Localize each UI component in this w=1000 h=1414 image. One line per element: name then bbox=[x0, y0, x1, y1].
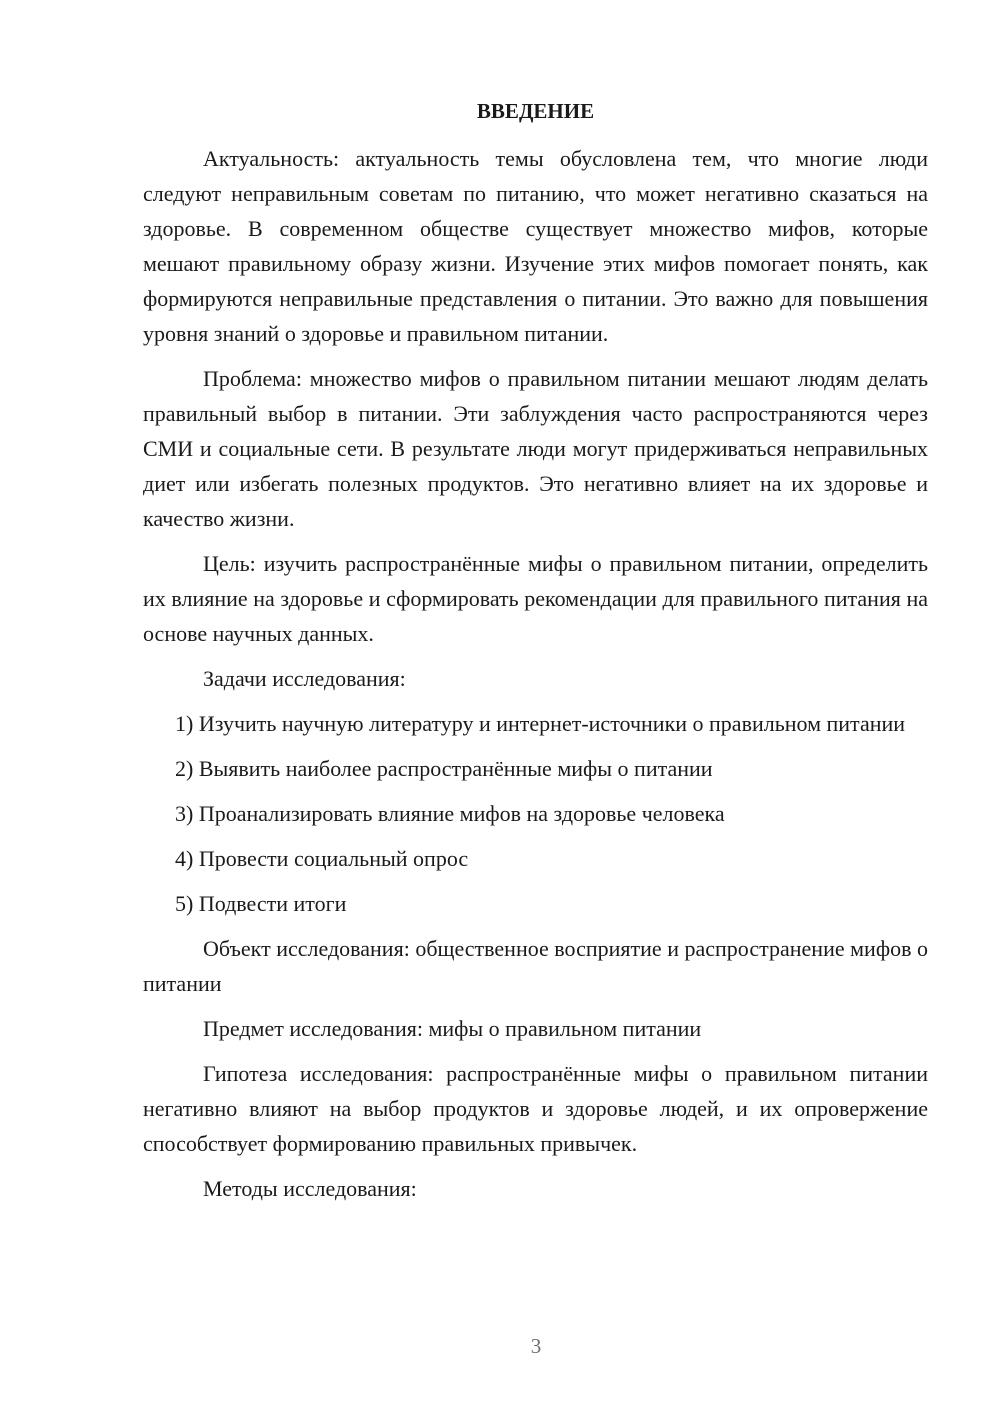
task-item-3: 3) Проанализировать влияние мифов на здоровье человека bbox=[175, 801, 725, 826]
page-number: 3 bbox=[530, 1334, 542, 1358]
task-item-5: 5) Подвести итоги bbox=[175, 891, 347, 916]
goal-paragraph: Цель: изучить распространённые мифы о правильном питании, определить их влияние на здоровье и сформировать рекомендации для правильного питания на основе научных данных. bbox=[143, 551, 928, 646]
task-item-1: 1) Изучить научную литературу и интернет-источники о правильном питании bbox=[175, 711, 906, 736]
subject-paragraph: Предмет исследования: мифы о правильном питании bbox=[203, 1016, 702, 1041]
tasks-heading: Задачи исследования: bbox=[203, 666, 406, 691]
problem-paragraph: Проблема: множество мифов о правильном питании мешают людям делать правильный выбор в питании. Эти заблуждения часто распространяются через СМИ и социальные сети. В результате люди могут придерживаться неправильных диет или избегать полезных продуктов. Это негативно влияет на их здоровье и качество жизни. bbox=[143, 366, 928, 531]
object-paragraph: Объект исследования: общественное восприятие и распространение мифов о питании bbox=[143, 936, 928, 996]
hypothesis-paragraph: Гипотеза исследования: распространённые мифы о правильном питании негативно влияют на выбор продуктов и здоровье людей, и их опровержение способствует формированию правильных привычек. bbox=[143, 1061, 928, 1156]
task-item-4: 4) Провести социальный опрос bbox=[175, 846, 469, 871]
page-content bbox=[143, 96, 928, 1216]
task-item-2: 2) Выявить наиболее распространённые мифы о питании bbox=[175, 756, 713, 781]
relevance-paragraph: Актуальность: актуальность темы обусловлена тем, что многие люди следуют неправильным советам по питанию, что может негативно сказаться на здоровье. В современном обществе существует множество мифов, которые мешают правильному образу жизни. Изучение этих мифов помогает понять, как формируются неправильные представления о питании. Это важно для повышения уровня знаний о здоровье и правильном питании. bbox=[143, 146, 928, 346]
section-title: ВВЕДЕНИЕ bbox=[476, 99, 595, 123]
methods-heading: Методы исследования: bbox=[203, 1176, 417, 1201]
